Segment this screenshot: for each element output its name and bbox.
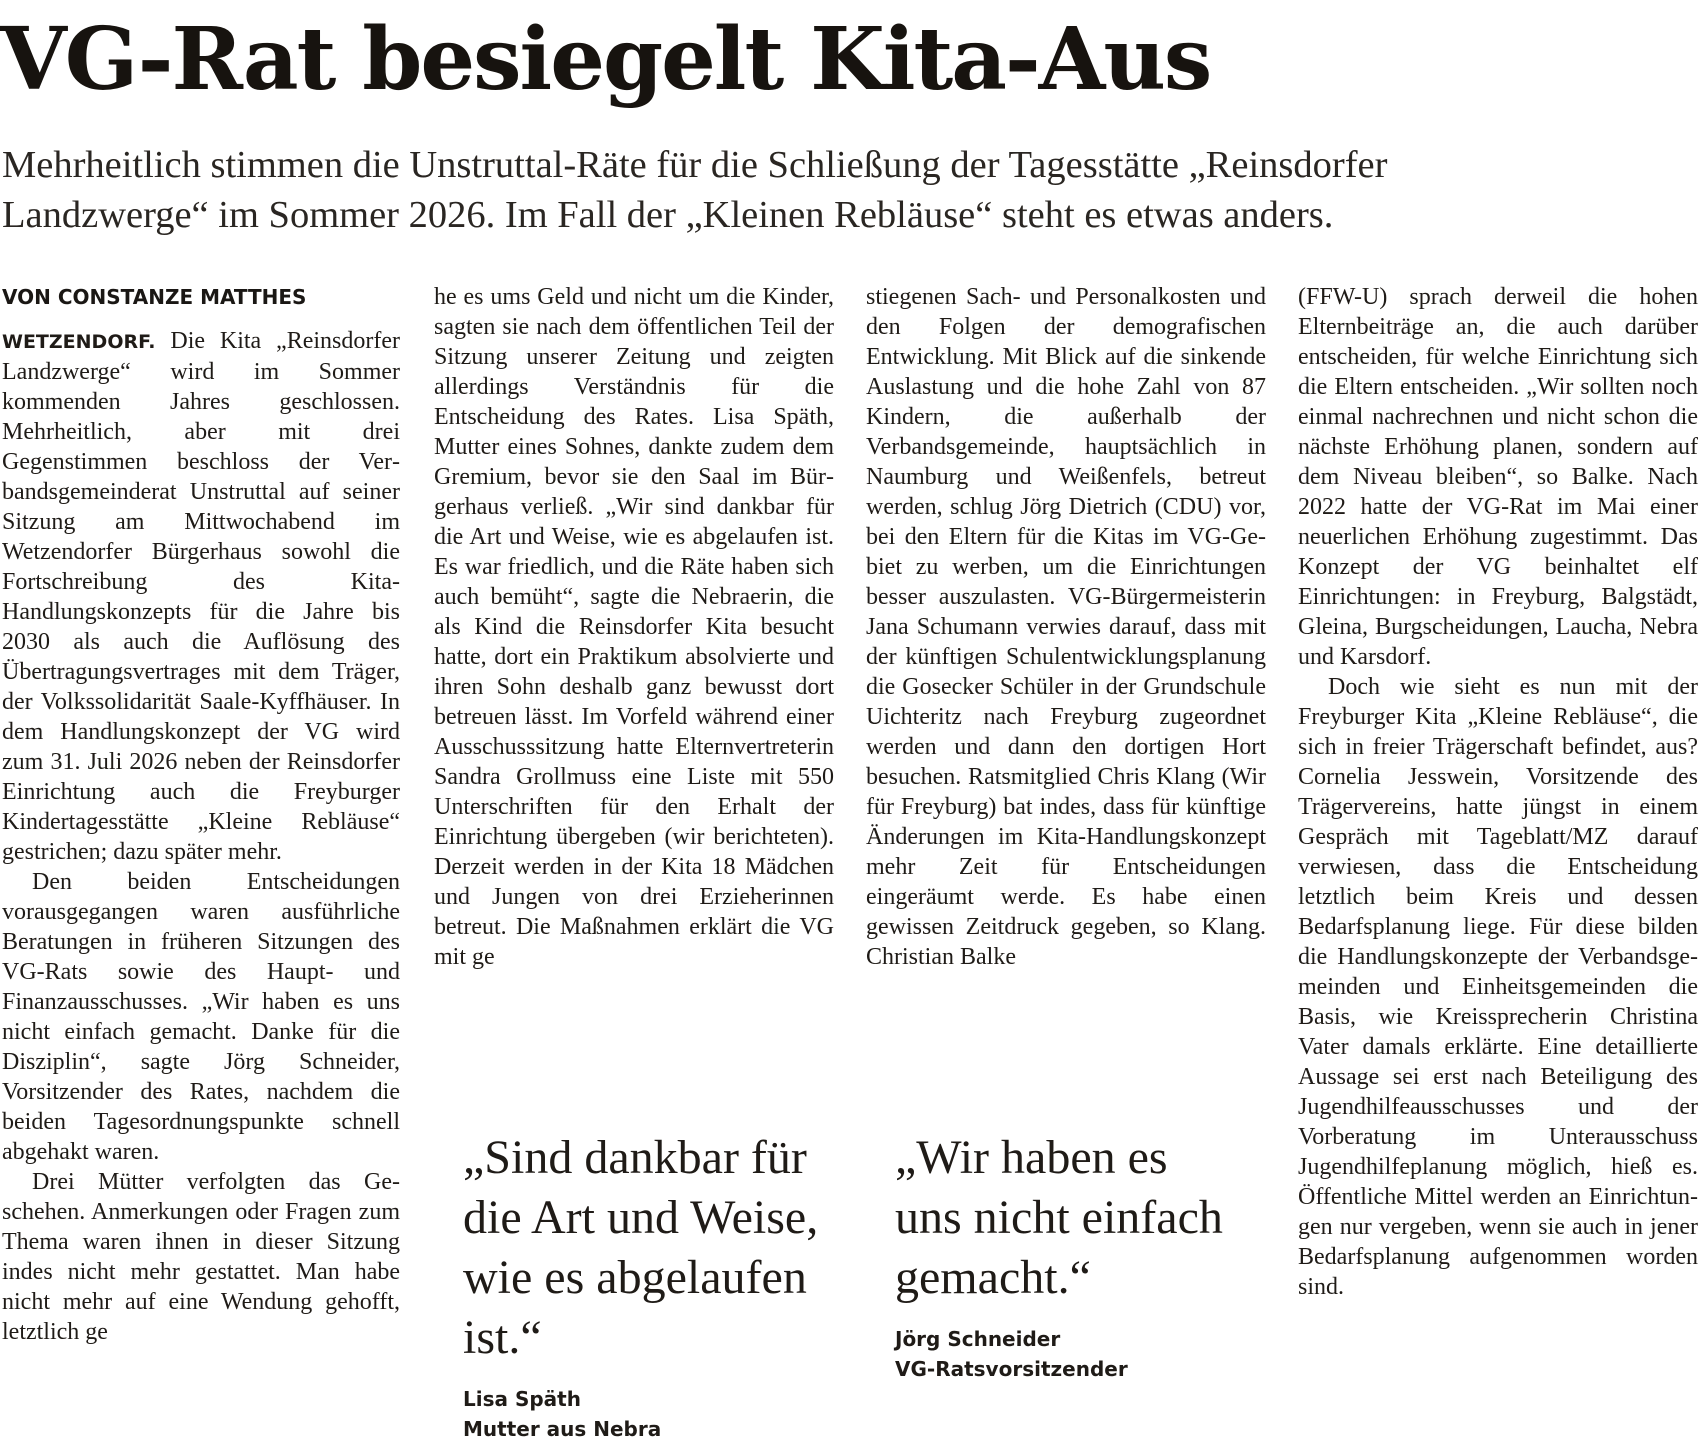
subheadline: Mehrheitlich stimmen die Unstruttal-Räte für die Schließung der Tagesstätte „Reinsdorfer Landzwerge“ im Sommer 2026. Im Fall der „Kleinen Rebläuse“ steht es etwas anders. — [2, 144, 1388, 236]
paragraph — [2, 326, 400, 867]
paragraph: (FFW-U) sprach derweil die hohen Elternbeiträge an, die auch darüber entscheiden, für welche Einrichtung sich die Eltern entscheiden. „Wir sollten noch einmal nachrechnen und nicht schon die nächste Erhöhung planen, sondern auf dem Niveau bleiben“, so Balke. Nach 2022 hatte der VG-Rat im Mai einer neuerlichen Erhöhung zugestimmt. Das Konzept der VG beinhaltet elf Einrichtungen: in Freyburg, Balgstädt, Gleina, Burgscheidungen, Laucha, Nebra und Karsdorf. — [1298, 284, 1698, 670]
article-column-3 — [866, 282, 1266, 972]
paragraph: he es ums Geld und nicht um die Kinder, sagten sie nach dem öffentlichen Teil der Sitzung unserer Zeitung und zeigten allerdings Verständnis für die Entscheidung des Rates. Lisa Späth, Mutter eines Sohnes, dankte zudem dem Gremium, bevor sie den Saal im Bürgerhaus verließ. „Wir sind dankbar für die Art und Weise, wie es abgelaufen ist. Es war friedlich, und die Räte haben sich auch bemüht“, sagte die Nebraerin, die als Kind die Reinsdorfer Kita besucht hatte, dort ein Praktikum absolvierte und ihren Sohn deshalb ganz bewusst dort betreuen lässt. Im Vorfeld während einer Ausschusssitzung hatte Elternvertreterin Sandra Grollmuss eine Liste mit 550 Unterschriften für den Erhalt der Einrichtung übergeben (wir berichteten). Derzeit werden in der Kita 18 Mädchen und Jungen von drei Erzieherinnen betreut. Die Maßnahmen erklärt die VG mit ge — [434, 284, 834, 970]
paragraph: stiegenen Sach- und Personalkosten und den Folgen der demografischen Entwicklung. Mit Blick auf die sinkende Auslastung und die hohe Zahl von 87 Kindern, die außerhalb der Verbandsgemeinde, hauptsächlich in Naumburg und Weißenfels, betreut werden, schlug Jörg Dietrich (CDU) vor, bei den Eltern für die Kitas im VG-Gebiet zu werben, um die Einrichtungen besser auszulasten. VG-Bürgermeisterin Jana Schumann verwies darauf, dass mit der künftigen Schulentwicklungsplanung die Gosecker Schüler in der Grundschule Uichteritz nach Freyburg zugeordnet werden und dann den dortigen Hort besuchen. Ratsmitglied Chris Klang (Wir für Freyburg) bat indes, dass für künftige Änderungen im Kita-Handlungskonzept mehr Zeit für Entscheidungen eingeräumt werde. Es habe einen gewissen Zeitdruck gegeben, so Klang. Christian Balke — [866, 284, 1266, 970]
article-column-1 — [2, 282, 400, 1347]
paragraph: Doch wie sieht es nun mit der Freyburger Kita „Kleine Rebläuse“, die sich in freier Trägerschaft befindet, aus? Cornelia Jesswein, Vorsitzende des Trägervereins, hatte jüngst in einem Gespräch mit Tageblatt/MZ darauf verwiesen, dass die Entscheidung letztlich beim Kreis und dessen Bedarfsplanung liege. Für diese bilden die Handlungskonzepte der Verbandsgemeinden und Einheitsgemeinden die Basis, wie Kreissprecherin Christina Vater damals erklärte. Eine detaillierte Aussage sei erst nach Beteiligung des Jugendhilfeausschusses und der Vorberatung im Unterausschuss Jugendhilfeplanung möglich, hieß es. Öffentliche Mittel werden an Einrichtungen nur vergeben, wenn sie auch in jener Bedarfsplanung aufgenommen worden sind. — [1298, 674, 1698, 1300]
byline: VON CONSTANZE MATTHES — [2, 285, 307, 309]
pull-quote-author: Lisa Späth — [463, 1387, 581, 1411]
paragraph: Drei Mütter verfolgten das Geschehen. Anmerkungen oder Fragen zum Thema waren ihnen in dieser Sitzung indes nicht mehr gestattet. Man habe nicht mehr auf eine Wendung gehofft, letztlich ge — [2, 1169, 400, 1345]
pull-quote-role: VG-Ratsvorsitzender — [895, 1357, 1128, 1381]
article-column-4 — [1298, 282, 1698, 1302]
headline: VG-Rat besiegelt Kita-Aus — [0, 9, 1211, 110]
pull-quote-text: „Sind dankbar für die Art und Weise, wie es abgelaufen ist.“ — [463, 1131, 819, 1364]
pull-quote — [895, 1128, 1225, 1384]
paragraph: Den beiden Entscheidungen vorausgegangen waren ausführliche Beratungen in früheren Sitzungen des VG-Rats sowie des Haupt- und Finanzausschusses. „Wir haben es uns nicht einfach gemacht. Danke für die Disziplin“, sagte Jörg Schneider, Vorsitzender des Rates, nachdem die beiden Tagesordnungspunkte schnell abgehakt waren. — [2, 869, 400, 1165]
article-column-2 — [434, 282, 834, 972]
pull-quote — [463, 1128, 843, 1444]
pull-quote-author: Jörg Schneider — [895, 1327, 1061, 1351]
paragraph-text: Die Kita „Reinsdorfer Landzwerge“ wird im Sommer kommenden Jahres geschlossen. Mehrheitlich, aber mit drei Gegenstimmen beschloss der Verbandsgemeinderat Unstruttal auf seiner Sitzung am Mittwochabend im Wetzendorfer Bürgerhaus sowohl die Fortschreibung des Kita-Handlungskonzepts für die Jahre bis 2030 als auch die Auflösung des Übertragungsvertrages mit dem Träger, der Volkssolidarität Saale-Kyffhäuser. In dem Handlungskonzept der VG wird zum 31. Juli 2026 neben der Reinsdorfer Einrichtung auch die Freyburger Kindertagesstätte „Kleine Rebläuse“ gestrichen; dazu später mehr. — [2, 328, 400, 865]
pull-quote-text: „Wir haben es uns nicht einfach gemacht.“ — [895, 1131, 1223, 1304]
pull-quote-role: Mutter aus Nebra — [463, 1417, 662, 1441]
dateline: WETZENDORF. — [2, 331, 156, 353]
